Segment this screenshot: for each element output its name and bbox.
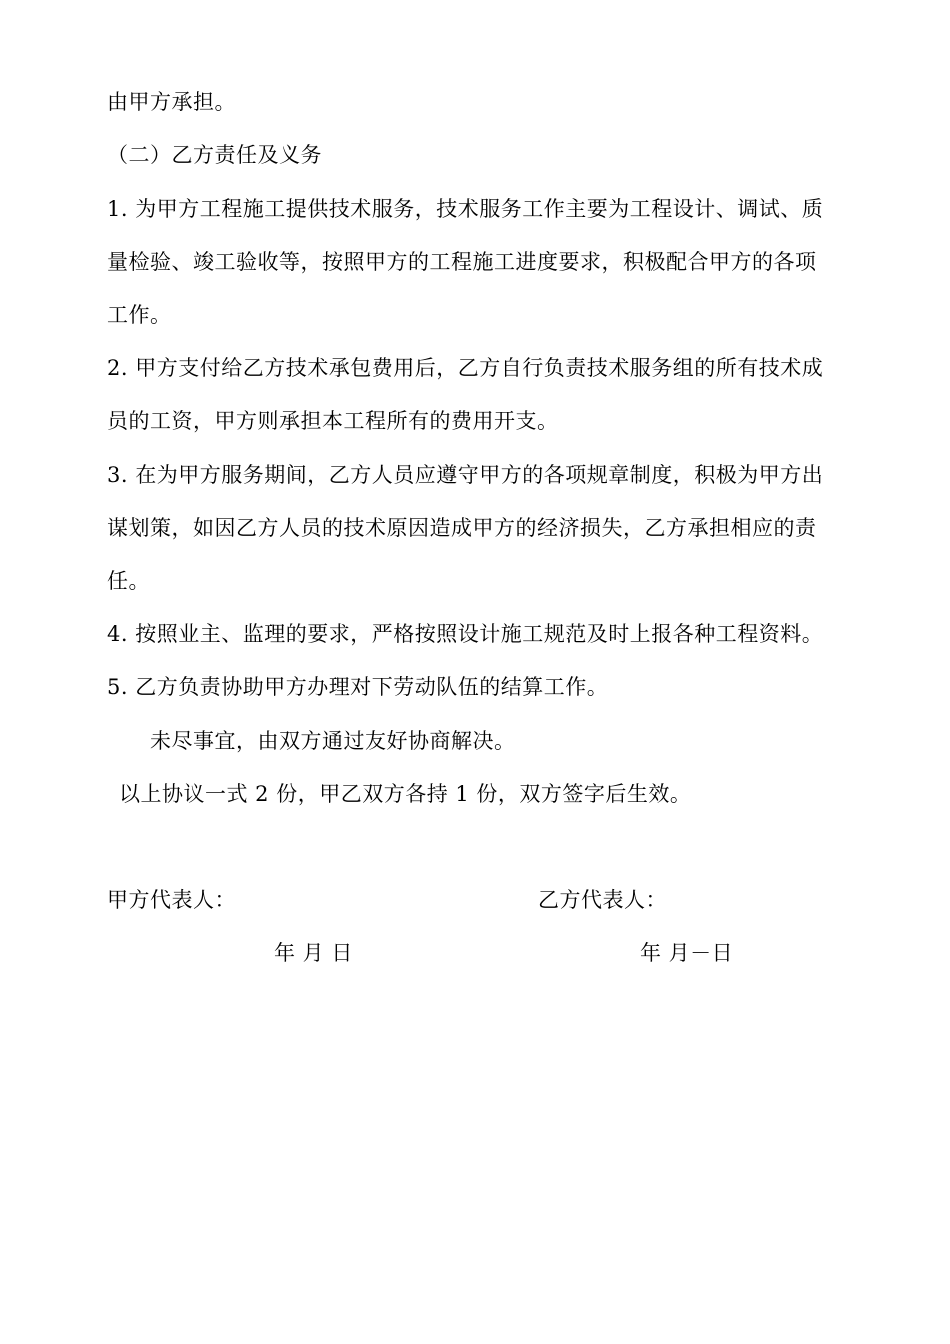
paragraph-line: 3. 在为甲方服务期间，乙方人员应遵守甲方的各项规章制度，积极为甲方出 bbox=[107, 463, 824, 487]
paragraph-line: 以上协议一式 2 份，甲乙双方各持 1 份，双方签字后生效。 bbox=[119, 782, 692, 806]
paragraph-line: 4. 按照业主、监理的要求，严格按照设计施工规范及时上报各种工程资料。 bbox=[107, 622, 824, 646]
party-a-date: 年 月 日 bbox=[274, 941, 353, 965]
paragraph-line: 任。 bbox=[107, 569, 150, 593]
party-b-representative-label: 乙方代表人： bbox=[538, 888, 667, 912]
paragraph-line: 由甲方承担。 bbox=[107, 90, 236, 114]
paragraph-line: 2. 甲方支付给乙方技术承包费用后，乙方自行负责技术服务组的所有技术成 bbox=[107, 356, 824, 380]
paragraph-line: 工作。 bbox=[107, 303, 172, 327]
paragraph-line: 5. 乙方负责协助甲方办理对下劳动队伍的结算工作。 bbox=[107, 675, 609, 699]
paragraph-line: 1. 为甲方工程施工提供技术服务，技术服务工作主要为工程设计、调试、质 bbox=[107, 197, 824, 221]
paragraph-line: 未尽事宜，由双方通过友好协商解决。 bbox=[150, 729, 516, 753]
section-heading: （二）乙方责任及义务 bbox=[107, 143, 322, 167]
paragraph-line: 员的工资，甲方则承担本工程所有的费用开支。 bbox=[107, 409, 559, 433]
party-b-date: 年 月－日 bbox=[640, 941, 734, 965]
party-a-representative-label: 甲方代表人： bbox=[107, 888, 236, 912]
paragraph-line: 量检验、竣工验收等，按照甲方的工程施工进度要求，积极配合甲方的各项 bbox=[107, 250, 817, 274]
paragraph-line: 谋划策，如因乙方人员的技术原因造成甲方的经济损失，乙方承担相应的责 bbox=[107, 516, 817, 540]
